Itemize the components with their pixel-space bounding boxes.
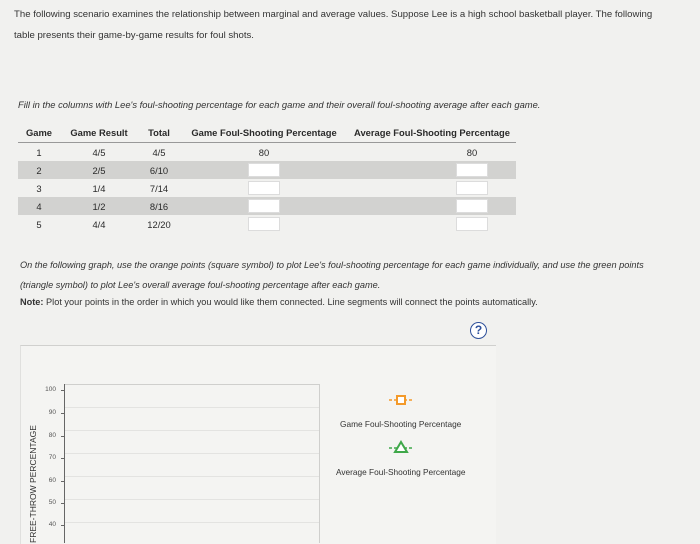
gridline: [65, 407, 319, 408]
y-tick-label: 90: [48, 409, 56, 416]
header-total: Total: [138, 122, 180, 143]
results-table: [18, 122, 516, 233]
y-tick: [61, 458, 65, 459]
game-number: 3: [36, 182, 42, 194]
gridline: [65, 430, 319, 431]
running-total: 8/16: [138, 197, 180, 215]
table-row: [18, 197, 516, 215]
header-game: Game: [18, 122, 60, 143]
gridline: [65, 499, 319, 500]
game-result: 4/4: [92, 218, 106, 230]
note-label: Note:: [20, 297, 44, 307]
y-tick-label: 70: [48, 454, 56, 461]
y-tick-label: 80: [48, 432, 56, 439]
game-number: 5: [36, 218, 42, 230]
table-row: [18, 143, 516, 162]
intro-text: The following scenario examines the relationship between marginal and average values. Suppose Lee is a high school basketball player. The following table presents their game-by-game results for foul shots.: [14, 9, 653, 41]
avg-pct-input-3[interactable]: [456, 181, 488, 195]
table-row: [18, 179, 516, 197]
y-tick: [61, 525, 65, 526]
gridline: [65, 522, 319, 523]
running-total: 12/20: [147, 218, 171, 230]
gridline: [65, 453, 319, 454]
graph-instruction: On the following graph, use the orange points (square symbol) to plot Lee's foul-shooting percentage for each game individually, and use the green points (triangle symbol) to plot Lee's overall average foul-shooting percentage after each game.: [20, 260, 644, 290]
game-number: 1: [36, 146, 42, 158]
y-tick-label: 60: [48, 477, 56, 484]
legend-label-average: Average Foul-Shooting Percentage: [336, 467, 466, 477]
game-result: 4/5: [92, 146, 106, 158]
game-pct-input-2[interactable]: [248, 163, 280, 177]
game-result: 1/4: [92, 182, 106, 194]
game-result: 2/5: [60, 161, 138, 179]
running-total: 4/5: [152, 146, 166, 158]
y-tick-label: 100: [45, 386, 56, 393]
running-total: 7/14: [149, 182, 169, 194]
running-total: 6/10: [138, 161, 180, 179]
y-tick: [61, 503, 65, 504]
table-header-row: [18, 122, 516, 143]
game-pct-input-3[interactable]: [248, 181, 280, 195]
header-avg-pct: Average Foul-Shooting Percentage: [348, 122, 516, 143]
note-text: Plot your points in the order in which you would like them connected. Line segments will connect the points automatically.: [46, 297, 538, 307]
avg-pct-input-5[interactable]: [456, 217, 488, 231]
y-tick: [61, 413, 65, 414]
fill-instruction: Fill in the columns with Lee's foul-shooting percentage for each game and their overall foul-shooting average after each game.: [18, 99, 541, 110]
game-pct-input-5[interactable]: [248, 217, 280, 231]
y-axis-title: FREE-THROW PERCENTAGE: [28, 425, 38, 543]
y-tick: [61, 481, 65, 482]
gridline: [65, 476, 319, 477]
y-tick: [61, 436, 65, 437]
header-game-result: Game Result: [60, 122, 138, 143]
y-tick: [61, 390, 65, 391]
game-number: 4: [18, 197, 60, 215]
y-axis: [64, 384, 65, 543]
y-tick-label: 50: [48, 499, 56, 506]
game-pct-input-4[interactable]: [248, 199, 280, 213]
legend-label-game: Game Foul-Shooting Percentage: [340, 419, 462, 429]
header-game-pct: Game Foul-Shooting Percentage: [180, 122, 348, 143]
table-row: [18, 215, 516, 233]
y-tick-label: 40: [48, 521, 56, 528]
avg-pct-value: 80: [466, 146, 478, 158]
table-row: [18, 161, 516, 179]
avg-pct-input-4[interactable]: [456, 199, 488, 213]
orange-square-icon[interactable]: [387, 393, 415, 407]
help-icon[interactable]: ?: [470, 322, 487, 339]
game-pct-value: 80: [258, 146, 270, 158]
note: [20, 297, 538, 307]
game-number: 2: [18, 161, 60, 179]
game-result: 1/2: [60, 197, 138, 215]
avg-pct-input-2[interactable]: [456, 163, 488, 177]
green-triangle-icon[interactable]: [387, 440, 415, 454]
